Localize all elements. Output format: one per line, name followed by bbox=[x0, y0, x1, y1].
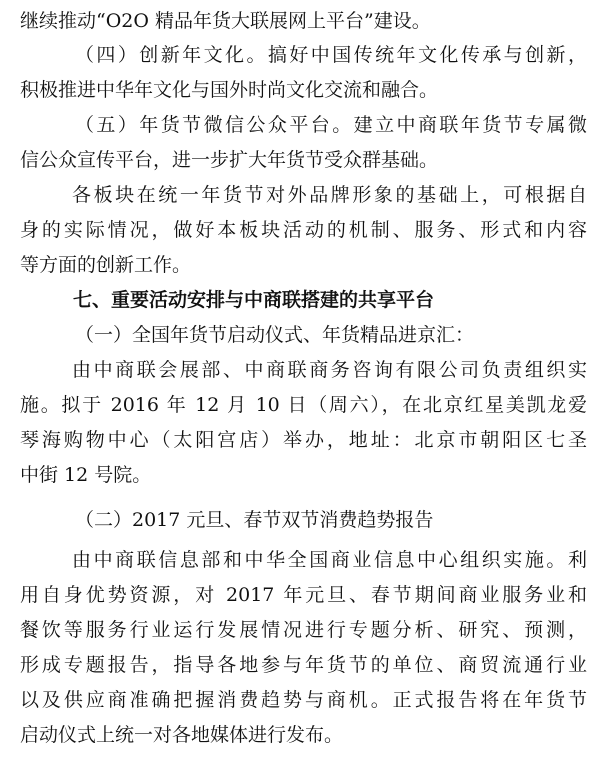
text-line: 等方面的创新工作。 bbox=[20, 254, 192, 276]
text-line: 施。拟于 2016 年 12 月 10 日（周六），在北京红星美凯龙爱 bbox=[20, 394, 587, 416]
subsection-heading: （一）全国年货节启动仪式、年货精品进京汇： bbox=[75, 324, 475, 346]
text-line: 继续推动“O2O 精品年货大联展网上平台”建设。 bbox=[20, 10, 431, 32]
text-line: 中街 12 号院。 bbox=[20, 464, 152, 486]
text-line: 积极推进中华年文化与国外时尚文化交流和融合。 bbox=[20, 79, 439, 101]
text-line: 形成专题报告，指导各地参与年货节的单位、商贸流通行业 bbox=[20, 654, 587, 676]
text-line: 身的实际情况，做好本板块活动的机制、服务、形式和内容 bbox=[20, 219, 587, 241]
text-line: 以及供应商准确把握消费趋势与商机。正式报告将在年货节 bbox=[20, 689, 587, 711]
text-line: 由中商联信息部和中华全国商业信息中心组织实施。利 bbox=[72, 549, 587, 571]
text-line: （四）创新年文化。搞好中国传统年文化传承与创新， bbox=[75, 44, 587, 66]
text-line: 信公众宣传平台，进一步扩大年货节受众群基础。 bbox=[20, 149, 439, 171]
text-line: （五）年货节微信公众平台。建立中商联年货节专属微 bbox=[75, 114, 587, 136]
section-heading: 七、重要活动安排与中商联搭建的共享平台 bbox=[73, 289, 435, 311]
text-line: 用自身优势资源，对 2017 年元旦、春节期间商业服务业和 bbox=[20, 584, 587, 606]
text-line: 由中商联会展部、中商联商务咨询有限公司负责组织实 bbox=[72, 359, 587, 381]
text-line: 各板块在统一年货节对外品牌形象的基础上，可根据自 bbox=[72, 184, 587, 206]
text-line: 餐饮等服务行业运行发展情况进行专题分析、研究、预测， bbox=[20, 619, 587, 641]
text-line: 启动仪式上统一对各地媒体进行发布。 bbox=[20, 724, 344, 746]
text-line: 琴海购物中心（太阳宫店）举办，地址：北京市朝阳区七圣 bbox=[20, 429, 587, 451]
subsection-heading: （二）2017 元旦、春节双节消费趋势报告 bbox=[75, 509, 434, 531]
